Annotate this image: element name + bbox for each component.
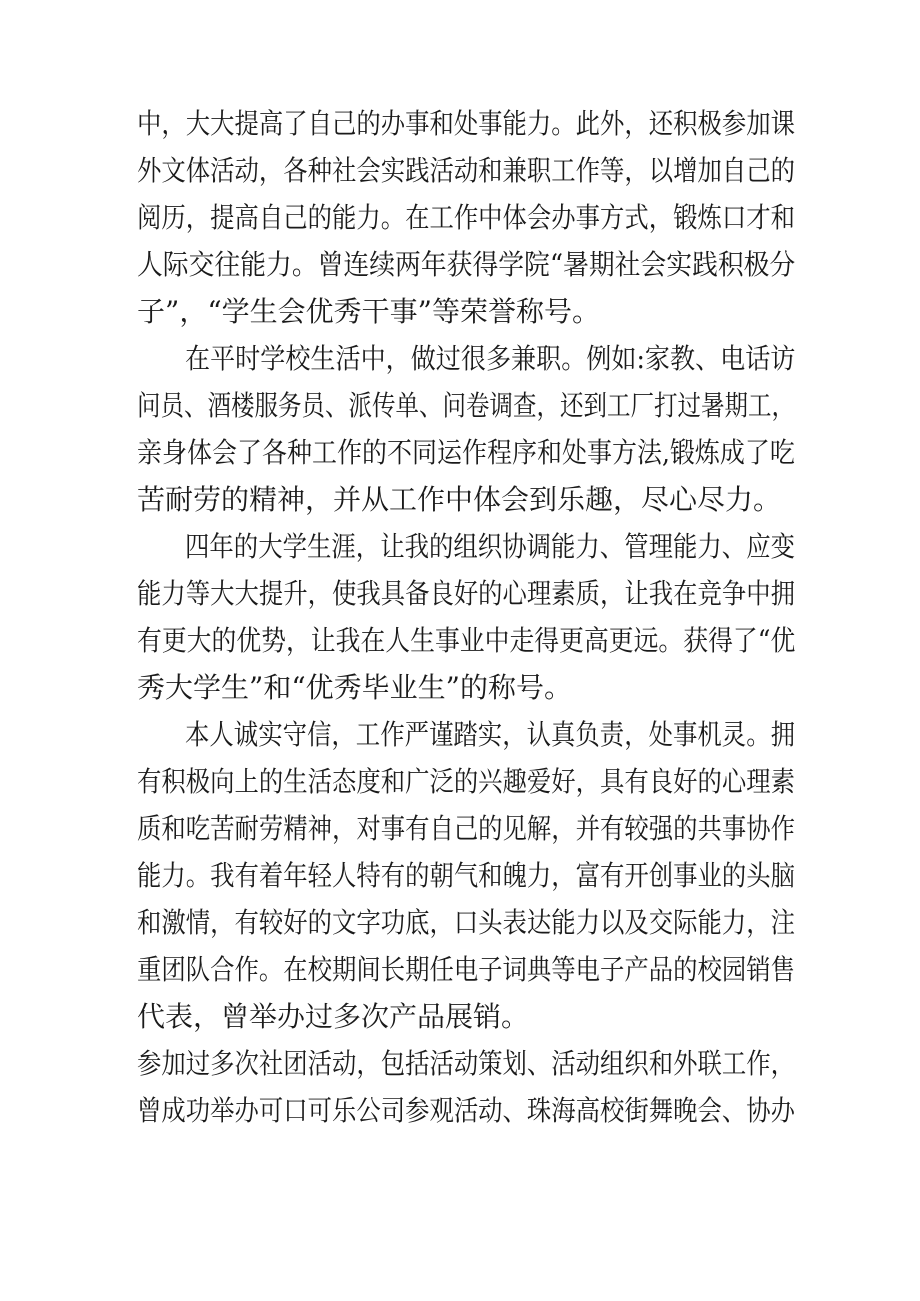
paragraph-first-line: 本人诚实守信，工作严谨踏实，认真负责，处事机灵。拥 — [185, 718, 796, 751]
text-line: 和激情，有较好的文字功底，口头表达能力以及交际能力，注 — [137, 906, 796, 939]
text-line: 质和吃苦耐劳精神，对事有自己的见解，并有较强的共事协作 — [137, 812, 796, 845]
text-line: 参加过多次社团活动，包括活动策划、活动组织和外联工作， — [137, 1047, 796, 1080]
paragraph-first-line: 四年的大学生涯，让我的组织协调能力、管理能力、应变 — [185, 530, 796, 563]
text-line: 有更大的优势，让我在人生事业中走得更高更远。获得了“优 — [137, 624, 796, 657]
text-line: 秀大学生”和“优秀毕业生”的称号。 — [137, 671, 572, 704]
text-line: 中，大大提高了自己的办事和处事能力。此外，还积极参加课 — [137, 107, 796, 140]
text-line: 阅历，提高自己的能力。在工作中体会办事方式，锻炼口才和 — [137, 201, 796, 234]
text-line: 能力等大大提升，使我具备良好的心理素质，让我在竞争中拥 — [137, 577, 796, 610]
text-line: 人际交往能力。曾连续两年获得学院“暑期社会实践积极分 — [137, 248, 796, 281]
text-line: 亲身体会了各种工作的不同运作程序和处事方法,锻炼成了吃 — [137, 436, 795, 469]
text-line: 问员、酒楼服务员、派传单、问卷调查，还到工厂打过暑期工， — [137, 389, 796, 422]
text-line: 能力。我有着年轻人特有的朝气和魄力，富有开创事业的头脑 — [137, 859, 796, 892]
paragraph-first-line: 在平时学校生活中，做过很多兼职。例如:家教、电话访 — [185, 342, 796, 375]
text-line: 代表，曾举办过多次产品展销。 — [137, 1000, 530, 1033]
text-line: 子”，“学生会优秀干事”等荣誉称号。 — [137, 295, 600, 328]
text-line: 曾成功举办可口可乐公司参观活动、珠海高校街舞晚会、协办 — [137, 1094, 796, 1127]
text-line: 苦耐劳的精神，并从工作中体会到乐趣，尽心尽力。 — [137, 483, 782, 516]
text-line: 外文体活动，各种社会实践活动和兼职工作等，以增加自己的 — [137, 154, 796, 187]
text-line: 重团队合作。在校期间长期任电子词典等电子产品的校园销售 — [137, 953, 796, 986]
text-line: 有积极向上的生活态度和广泛的兴趣爱好，具有良好的心理素 — [137, 765, 796, 798]
